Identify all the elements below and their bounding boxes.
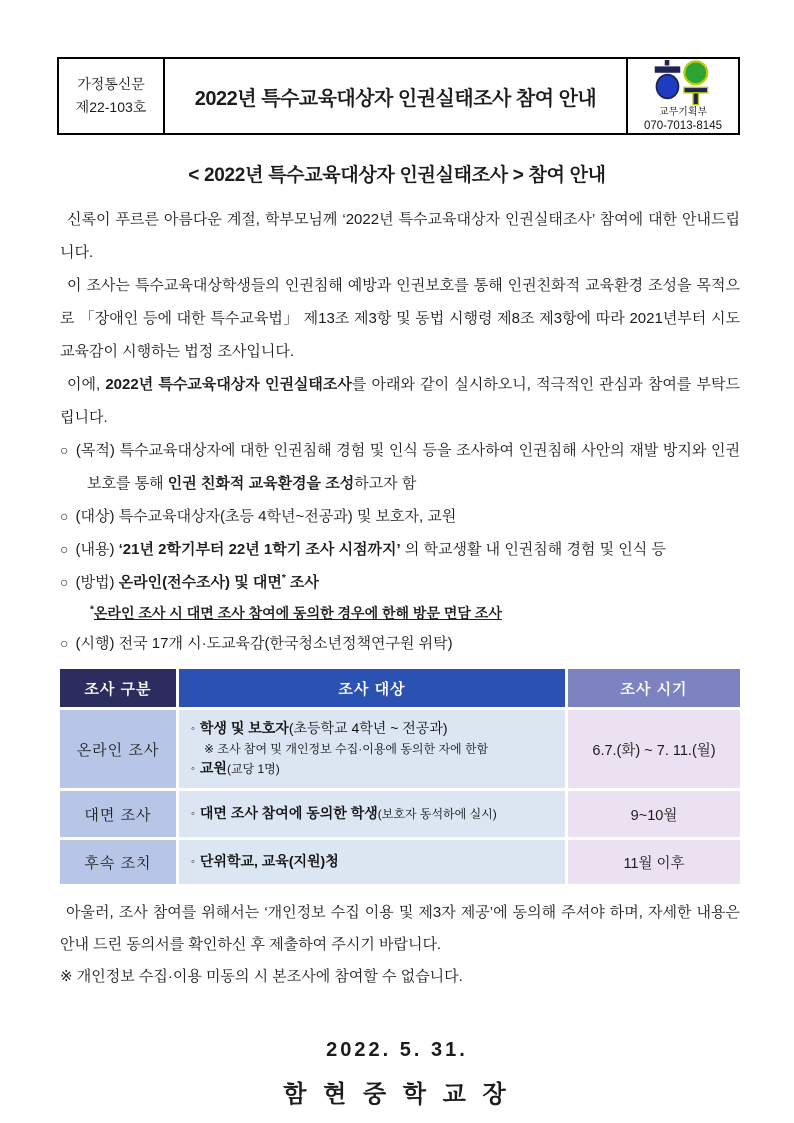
paragraph-greeting (60, 203, 740, 269)
content-pre: (내용) (75, 541, 119, 558)
row-face-target (179, 791, 565, 837)
dept-name: 교무기획부 (658, 106, 708, 118)
face-line1-rest: (보호자 동석하에 실시) (377, 807, 497, 821)
issue-date: 2022. 5. 31. (326, 1039, 468, 1061)
intro-paragraphs (60, 203, 740, 434)
closing-consent: 아울러, 조사 참여를 위해서는 ‘개인정보 수집 이용 및 제3자 제공’에 동의해 주셔야 하며, 자세한 내용은 안내 드린 동의서를 확인하신 후 제출하여 주시기 바랍니다. (60, 904, 740, 953)
request-pre: 이에, (67, 376, 106, 393)
bullet-method (60, 566, 740, 599)
online-line1-bold: 학생 및 보호자 (199, 720, 289, 736)
survey-schedule-table (60, 669, 740, 884)
header-title: 2022년 특수교육대상자 인권실태조사 참여 안내 (165, 59, 628, 133)
document-header (57, 57, 740, 135)
content-bold: ‘21년 2학기부터 22년 1학기 조사 시점까지’ (118, 541, 401, 558)
paragraph-legal-basis (60, 269, 740, 368)
online-line2-bold: 교원 (199, 760, 227, 776)
online-line2-rest: (교당 1명) (226, 762, 280, 776)
followup-target-line1 (191, 851, 557, 873)
principal-signature: 함 현 중 학 교 장 (283, 1081, 511, 1108)
dept-phone: 070-7013-8145 (643, 119, 722, 132)
row-face-label: 대면 조사 (60, 791, 176, 837)
table-header-target: 조사 대상 (179, 669, 565, 707)
conduct-text: (시행) 전국 17개 시·도교육감(한국청소년정책연구원 위탁) (75, 635, 453, 652)
page-title: < 2022년 특수교육대상자 인권실태조사 > 참여 안내 (188, 165, 606, 186)
method-post: 조사 (285, 574, 319, 591)
paragraph-legal-basis-text: 이 조사는 특수교육대상학생들의 인권침해 예방과 인권보호를 통해 인권친화적 교육환경 조성을 목적으로 「장애인 등에 대한 특수교육법」 제13조 제3항 및 동법 시행령 제8조 제3항에 따라 2021년부터 시도교육감이 시행하는 법정 조사입니다. (60, 277, 740, 360)
paragraph-greeting-text: 신록이 푸르른 아름다운 계절, 학부모님께 ‘2022년 특수교육대상자 인권실태조사’ 참여에 대한 안내드립니다. (60, 211, 740, 261)
purpose-bold: 인권 친화적 교육환경을 조성 (167, 475, 355, 492)
target-text: (대상) 특수교육대상자(초등 4학년~전공과) 및 보호자, 교원 (75, 508, 457, 525)
small-circle-bullet-icon: ◦ (191, 856, 195, 868)
table-header-category: 조사 구분 (60, 669, 176, 707)
face-target-line1 (191, 803, 557, 825)
survey-detail-list (60, 434, 740, 660)
bullet-conduct (60, 627, 740, 660)
row-online-label: 온라인 조사 (60, 710, 176, 788)
online-line1-rest: (초등학교 4학년 ~ 전공과) (288, 720, 448, 736)
doc-number-box (59, 59, 165, 133)
online-target-note: ※ 조사 참여 및 개인정보 수집·이용에 동의한 자에 한함 (204, 742, 489, 756)
school-logo-icon (652, 60, 714, 106)
method-bold: 온라인(전수조사) 및 대면 (118, 574, 282, 591)
followup-line1-bold: 단위학교, 교육(지원)청 (199, 853, 339, 869)
row-followup-period: 11월 이후 (568, 840, 740, 884)
doc-number: 제22-103호 (75, 99, 147, 115)
paragraph-request (60, 368, 740, 434)
asterisk-icon: * (281, 573, 286, 584)
doc-type-label: 가정통신문 (77, 75, 145, 92)
request-post: 를 아래와 같이 실시하오니, 적극적인 관심과 참여를 부탁드립니다. (60, 376, 740, 426)
closing-paragraphs (60, 897, 740, 993)
online-target-line1 (191, 718, 557, 740)
method-pre: (방법) (75, 574, 119, 591)
footnote-text: 온라인 조사 시 대면 조사 참여에 동의한 경우에 한해 방문 면담 조사 (93, 605, 502, 621)
asterisk-icon: * (90, 604, 94, 616)
bullet-content (60, 533, 740, 566)
dept-logo-box (628, 59, 738, 133)
purpose-pre: (목적) 특수교육대상자에 대한 인권침해 경험 및 인식 등을 조사하여 인권침해 사안의 재발 방지와 인권보호를 통해 (75, 442, 740, 492)
online-target-line2 (191, 758, 557, 780)
method-footnote (90, 599, 740, 627)
row-online-target (179, 710, 565, 788)
circle-bullet-icon: ○ (60, 541, 69, 557)
small-circle-bullet-icon: ◦ (191, 763, 195, 775)
row-followup-label: 후속 조치 (60, 840, 176, 884)
small-circle-bullet-icon: ◦ (191, 723, 195, 735)
circle-bullet-icon: ○ (60, 442, 69, 458)
row-online-period: 6.7.(화) ~ 7. 11.(월) (568, 710, 740, 788)
table-header-period: 조사 시기 (568, 669, 740, 707)
circle-bullet-icon: ○ (60, 635, 69, 651)
content-post: 의 학교생활 내 인권침해 경험 및 인식 등 (400, 541, 666, 558)
bullet-purpose (60, 434, 740, 500)
circle-bullet-icon: ○ (60, 574, 69, 590)
row-followup-target (179, 840, 565, 884)
face-line1-bold: 대면 조사 참여에 동의한 학생 (199, 805, 378, 821)
circle-bullet-icon: ○ (60, 508, 69, 524)
small-circle-bullet-icon: ◦ (191, 808, 195, 820)
row-face-period: 9~10월 (568, 791, 740, 837)
closing-warning: ※ 개인정보 수집·이용 미동의 시 본조사에 참여할 수 없습니다. (60, 968, 463, 985)
bullet-target (60, 500, 740, 533)
purpose-post: 하고자 함 (354, 475, 417, 492)
request-bold: 2022년 특수교육대상자 인권실태조사 (105, 376, 352, 393)
